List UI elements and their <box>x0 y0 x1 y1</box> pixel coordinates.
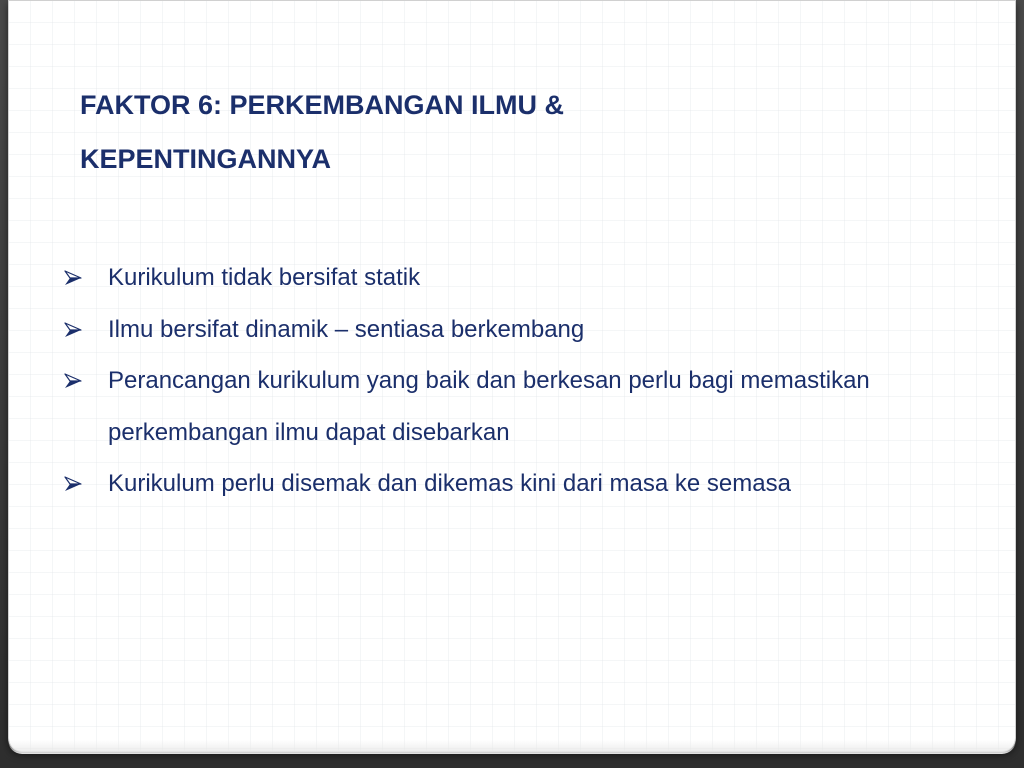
bullet-item <box>56 304 956 356</box>
bullet-item <box>56 252 956 304</box>
bullet-list <box>56 252 956 510</box>
arrowhead-bullet-icon <box>64 304 84 356</box>
bullet-text: Kurikulum tidak bersifat statik <box>108 264 421 291</box>
arrowhead-bullet-icon <box>64 355 84 407</box>
bullet-text: Perancangan kurikulum yang baik dan berkesan perlu bagi memastikan perkembangan ilmu dapat disebarkan <box>108 367 870 446</box>
arrowhead-bullet-icon <box>64 458 84 510</box>
bullet-text: Kurikulum perlu disemak dan dikemas kini dari masa ke semasa <box>108 470 791 497</box>
bullet-text: Ilmu bersifat dinamik – sentiasa berkembang <box>108 315 585 343</box>
bullet-item <box>56 355 956 458</box>
slide <box>8 0 1016 752</box>
bullet-item <box>56 458 956 510</box>
slide-title: FAKTOR 6: PERKEMBANGAN ILMU & KEPENTINGANNYA <box>80 90 565 174</box>
arrowhead-bullet-icon <box>64 252 84 304</box>
